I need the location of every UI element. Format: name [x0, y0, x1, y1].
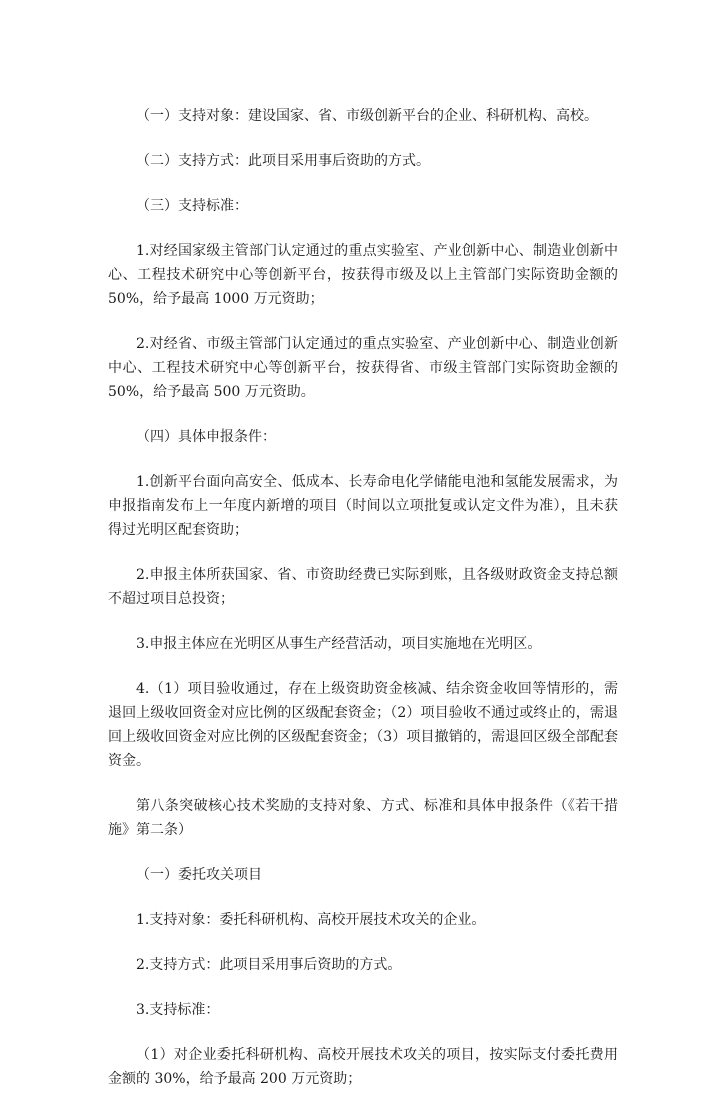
paragraph-condition-4: 4.（1）项目验收通过，存在上级资助资金核减、结余资金收回等情形的，需退回上级收回资金对应比例的区级配套资金；（2）项目验收不通过或终止的，需退回上级收回资金对应比例的区级配套资金；（3）项目撤销的，需退回区级全部配套资金。 — [108, 681, 618, 769]
paragraph-commissioned-standard-1: （1）对企业委托科研机构、高校开展技术攻关的项目，按实际支付委托费用金额的 30%，给予最高 200 万元资助； — [108, 1047, 618, 1087]
paragraph-support-standard-heading: （三）支持标准： — [136, 198, 248, 214]
document-body — [108, 104, 618, 1112]
paragraph-article-8: 第八条突破核心技术奖励的支持对象、方式、标准和具体申报条件（《若干措施》第二条） — [108, 798, 618, 838]
paragraph-condition-1: 1.创新平台面向高安全、低成本、长寿命电化学储能电池和氢能发展需求，为申报指南发布上一年度内新增的项目（时间以立项批复或认定文件为准），且未获得过光明区配套资助； — [108, 474, 618, 538]
paragraph-condition-3: 3.申报主体应在光明区从事生产经营活动，项目实施地在光明区。 — [136, 636, 542, 652]
paragraph-support-target: （一）支持对象：建设国家、省、市级创新平台的企业、科研机构、高校。 — [136, 108, 598, 124]
paragraph-conditions-heading: （四）具体申报条件： — [136, 429, 276, 445]
paragraph-condition-2: 2.申报主体所获国家、省、市资助经费已实际到账，且各级财政资金支持总额不超过项目总投资； — [108, 567, 618, 607]
paragraph-commissioned-standard-heading: 3.支持标准： — [136, 1002, 220, 1018]
paragraph-commissioned-project: （一）委托攻关项目 — [136, 867, 262, 883]
paragraph-standard-national: 1.对经国家级主管部门认定通过的重点实验室、产业创新中心、制造业创新中心、工程技术研究中心等创新平台，按获得市级及以上主管部门实际资助金额的 50%，给予最高 1000 万元资助； — [108, 243, 618, 307]
paragraph-standard-provincial: 2.对经省、市级主管部门认定通过的重点实验室、产业创新中心、制造业创新中心、工程技术研究中心等创新平台，按获得省、市级主管部门实际资助金额的 50%，给予最高 500 万元资助。 — [108, 336, 618, 400]
paragraph-commissioned-target: 1.支持对象：委托科研机构、高校开展技术攻关的企业。 — [136, 912, 486, 928]
paragraph-commissioned-method: 2.支持方式：此项目采用事后资助的方式。 — [136, 957, 402, 973]
paragraph-support-method: （二）支持方式：此项目采用事后资助的方式。 — [136, 153, 430, 169]
